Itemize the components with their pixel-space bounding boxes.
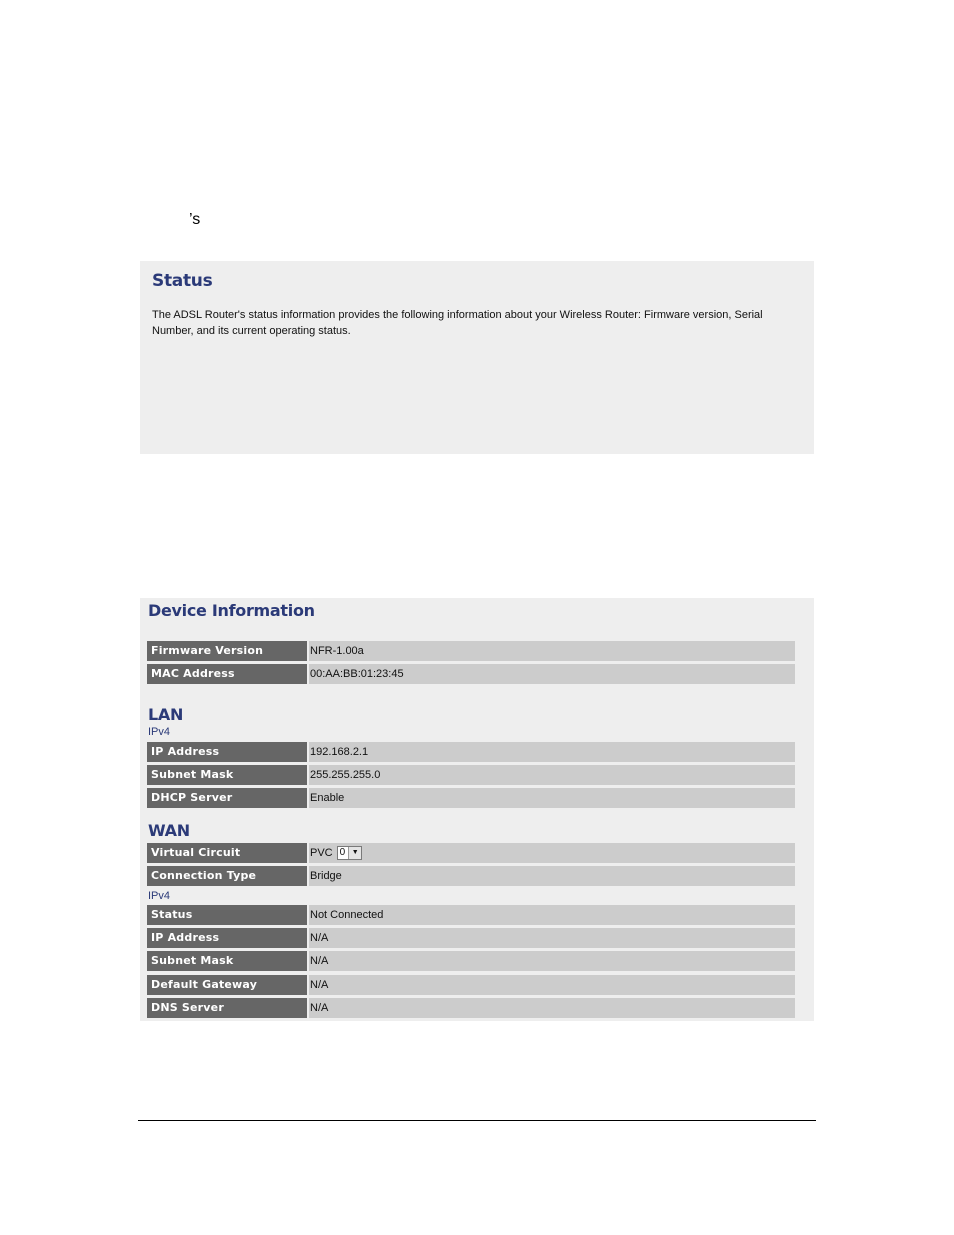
- lan-dhcp-server-label: DHCP Server: [147, 788, 307, 808]
- lan-dhcp-server-value: Enable: [309, 788, 795, 808]
- chevron-down-icon[interactable]: ▼: [348, 847, 361, 859]
- lan-dhcp-server-row: [147, 788, 795, 808]
- text-fragment: ’s: [189, 211, 201, 228]
- wan-dns-server-row: [147, 998, 795, 1018]
- status-panel: [140, 261, 814, 454]
- connection-type-value: Bridge: [309, 866, 795, 886]
- wan-subnet-mask-value: N/A: [309, 951, 795, 971]
- device-information-title: Device Information: [148, 601, 315, 620]
- connection-type-label: Connection Type: [147, 866, 307, 886]
- wan-default-gateway-row: [147, 975, 795, 995]
- mac-address-value: 00:AA:BB:01:23:45: [309, 664, 795, 684]
- wan-default-gateway-label: Default Gateway: [147, 975, 307, 995]
- lan-subnet-mask-value: 255.255.255.0: [309, 765, 795, 785]
- wan-ip-address-row: [147, 928, 795, 948]
- status-title: Status: [152, 271, 213, 291]
- mac-address-label: MAC Address: [147, 664, 307, 684]
- pvc-select[interactable]: [337, 846, 363, 860]
- device-information-panel: [140, 598, 814, 1021]
- wan-ip-address-label: IP Address: [147, 928, 307, 948]
- wan-subnet-mask-row: [147, 951, 795, 971]
- lan-ipv4-subtitle: IPv4: [148, 726, 171, 738]
- footer-divider: [138, 1120, 816, 1121]
- lan-subnet-mask-label: Subnet Mask: [147, 765, 307, 785]
- lan-subnet-mask-row: [147, 765, 795, 785]
- lan-ip-address-label: IP Address: [147, 742, 307, 762]
- firmware-version-value: NFR-1.00a: [309, 641, 795, 661]
- virtual-circuit-row: [147, 843, 795, 863]
- wan-ip-address-value: N/A: [309, 928, 795, 948]
- wan-status-row: [147, 905, 795, 925]
- mac-address-row: [147, 664, 795, 684]
- wan-default-gateway-value: N/A: [309, 975, 795, 995]
- lan-title: LAN: [148, 705, 184, 724]
- pvc-selected-value: 0: [339, 847, 346, 858]
- wan-subnet-mask-label: Subnet Mask: [147, 951, 307, 971]
- wan-status-value: Not Connected: [309, 905, 795, 925]
- firmware-version-label: Firmware Version: [147, 641, 307, 661]
- lan-ip-address-row: [147, 742, 795, 762]
- wan-dns-server-value: N/A: [309, 998, 795, 1018]
- connection-type-row: [147, 866, 795, 886]
- lan-ip-address-value: 192.168.2.1: [309, 742, 795, 762]
- wan-title: WAN: [148, 821, 190, 840]
- wan-ipv4-subtitle: IPv4: [148, 890, 171, 902]
- virtual-circuit-label: Virtual Circuit: [147, 843, 307, 863]
- status-description: The ADSL Router's status information provides the following information about your Wireless Router: Firmware version, Serial Number, and its current operating status.: [152, 309, 763, 337]
- firmware-version-row: [147, 641, 795, 661]
- virtual-circuit-value: [309, 843, 795, 863]
- wan-dns-server-label: DNS Server: [147, 998, 307, 1018]
- pvc-prefix: PVC: [310, 847, 333, 859]
- wan-status-label: Status: [147, 905, 307, 925]
